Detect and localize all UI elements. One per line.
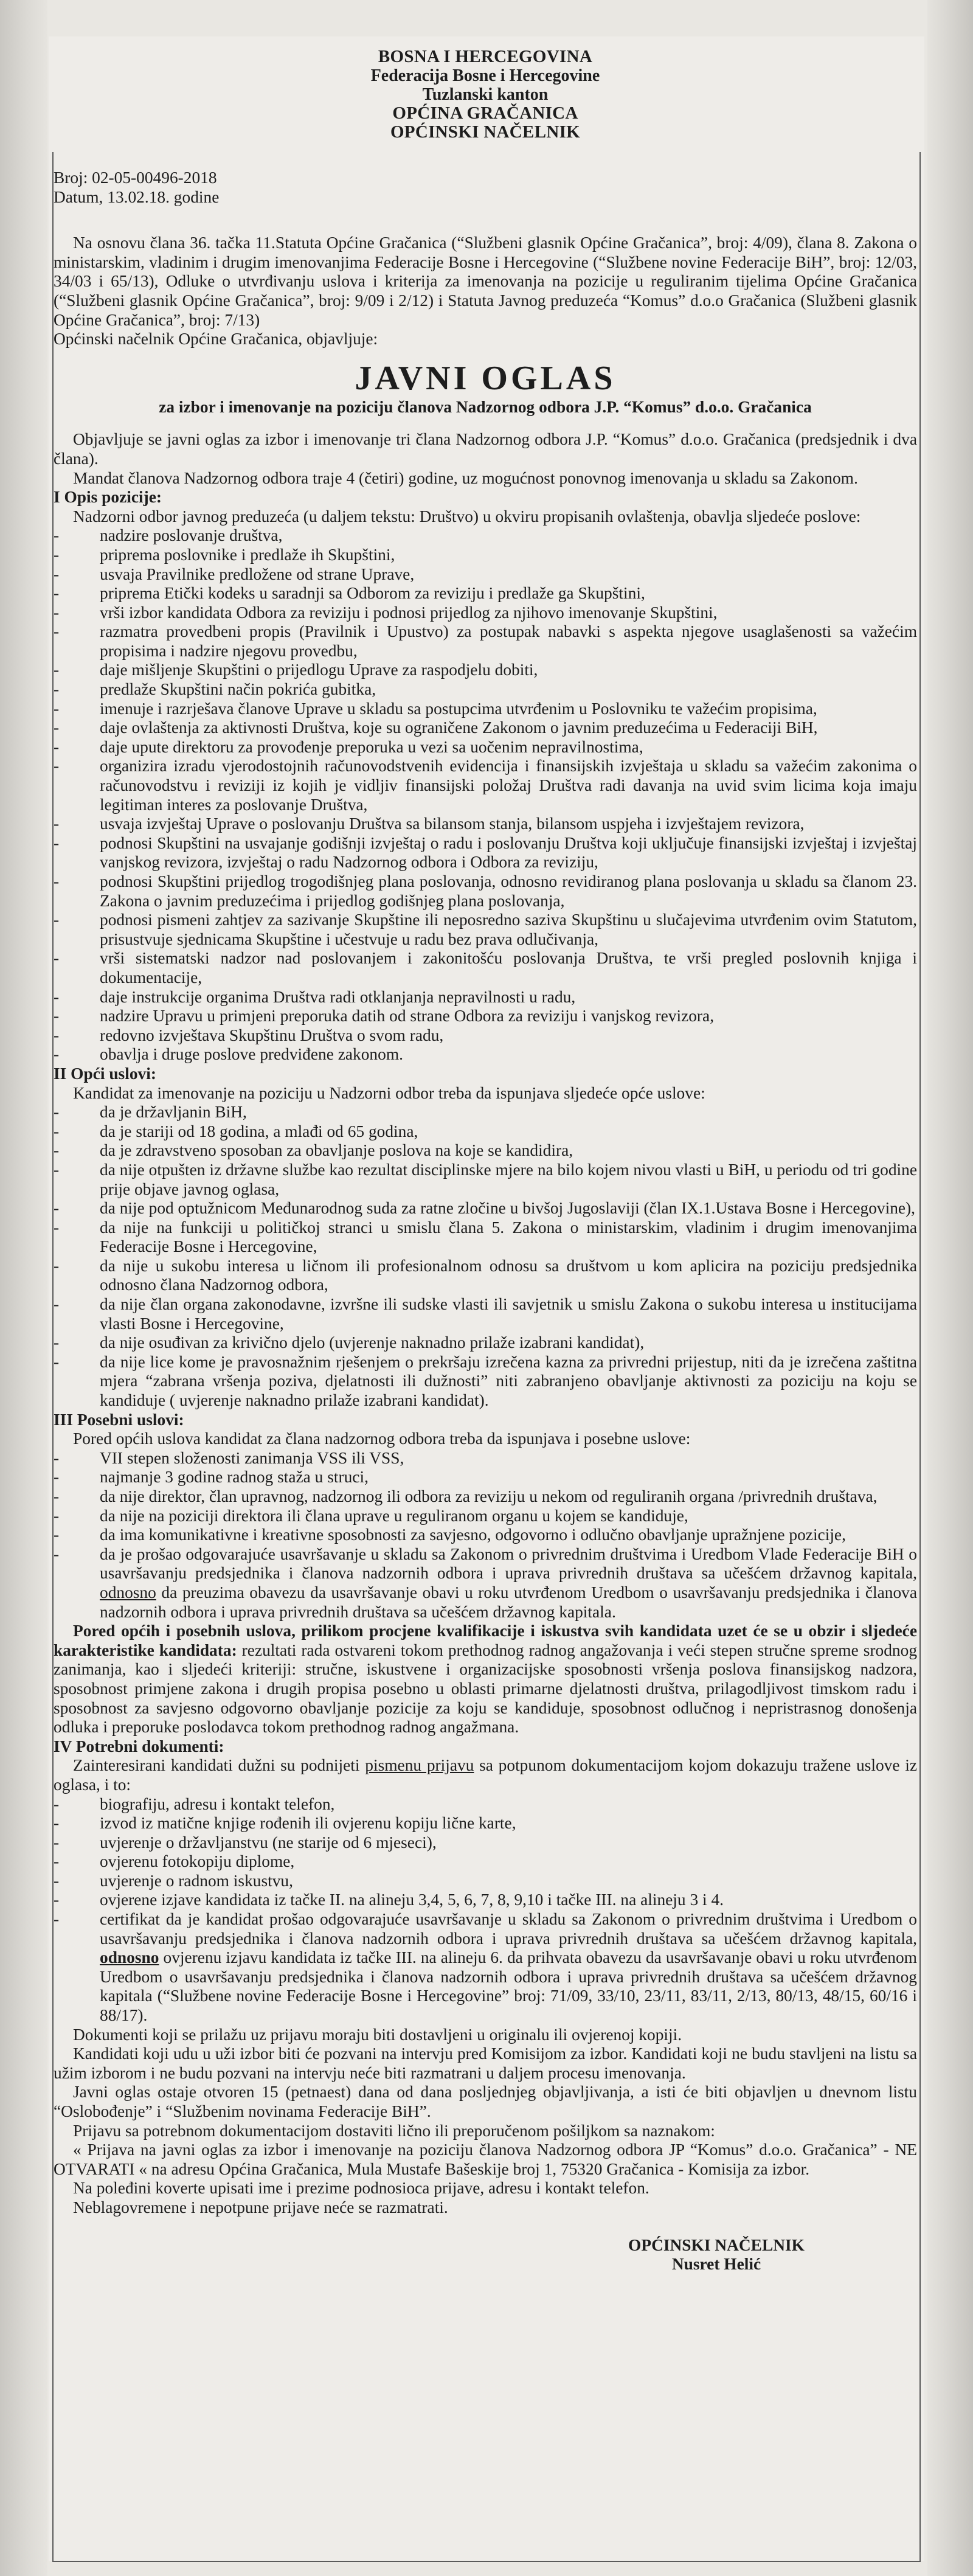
emphasis-underline: odnosno (100, 1583, 156, 1602)
section-intro: Nadzorni odbor javnog preduzeća (u daljem tekstu: Društvo) u okviru propisanih ovlaštenja, obavlja sljedeće poslove: (73, 507, 861, 526)
list-item-text: da nije u sukobu interesa u ličnom ili profesionalnom odnosu sa društvom u kom aplicira na poziciju predsjednika odnosno člana Nadzornog odbora, (100, 1256, 917, 1294)
closing-paragraph: « Prijava na javni oglas za izbor i imenovanje na poziciju članova Nadzornog odbora JP “Komus” d.o.o. Gračanica” - NE OTVARATI « na adresu Općina Gračanica, Mula Mustafe Bašeskije broj 1, 75320 Gračanica - Komisija za izbor. (54, 2140, 917, 2178)
list-item-text: ovjerenu izjavu kandidata iz tačke III. na alineju 6. da prihvata obavezu da usavršavanje obavi u roku utvrđenom Uredbom o usavršavanju predsjednika i članova nadzornih odbora i uprava privrednih društava sa učešćem državnog kapitala (“Službene novine Federacije Bosne i Hercegovine” broj: 71/09, 33/10, 23/11, 83/11, 2/13, 80/13, 48/15, 60/16 i 88/17). (100, 1948, 917, 2025)
list-item (54, 1007, 917, 1026)
dash-bullet: - (54, 1141, 60, 1160)
dash-bullet: - (54, 1256, 60, 1275)
header-office: OPĆINSKI NAČELNIK (390, 122, 581, 142)
signature-block (54, 2236, 917, 2274)
dash-bullet: - (54, 1871, 60, 1890)
dash-bullet: - (54, 872, 60, 890)
list-item (54, 1814, 917, 1833)
header-canton: Tuzlanski kanton (422, 85, 549, 104)
list-item (54, 1526, 917, 1545)
dash-bullet: - (54, 1544, 60, 1563)
header-federation: Federacija Bosne i Hercegovine (370, 66, 600, 85)
closing-paragraph: Kandidati koji udu u uži izbor biti će pozvani na intervju pred Komisijom za izbor. Kandidati koji ne budu stavljeni na listu sa užim izborom i ne budu pozvani na intervju neće biti razmatrani u daljem procesu imenovanja. (54, 2044, 917, 2082)
list-item (54, 603, 917, 623)
reference-number: Broj: 02-05-00496-2018 (54, 168, 217, 187)
list-item-text: da nije osuđivan za krivično djelo (uvjerenje naknadno prilaže izabrani kandidat), (100, 1333, 645, 1352)
list-item-text: da nije član organa zakonodavne, izvršne ili sudske vlasti ili savjetnik u smislu Zakona o sukobu interesa u institucijama vlasti Bosne i Hercegovine, (100, 1295, 917, 1333)
list-item (54, 1218, 917, 1257)
list-item-text: imenuje i razrješava članove Uprave u skladu sa postupcima utvrđenim u Poslovniku te važećim propisima, (100, 699, 817, 718)
list-item (54, 1795, 917, 1814)
list-item (54, 1333, 917, 1353)
dash-bullet: - (54, 949, 60, 968)
list-item (54, 565, 917, 585)
list-item (54, 834, 917, 872)
dash-bullet: - (54, 1487, 60, 1505)
list-item-text: daje ovlaštenja za aktivnosti Društva, koje su ograničene Zakonom o javnim preduzećima u Federaciji BiH, (100, 718, 818, 737)
list-item-text: ovjerene izjave kandidata iz tačke II. na alineju 3,4, 5, 6, 7, 8, 9,10 i tačke III. na alineju 3 i 4. (100, 1890, 724, 1909)
emphasis-underline: pismenu prijavu (365, 1756, 474, 1775)
list-item (54, 700, 917, 719)
dash-bullet: - (54, 1026, 60, 1044)
list-item-text: izvod iz matične knjige rođenih ili ovjerenu kopiju lične karte, (100, 1814, 516, 1833)
page-edge-right (927, 0, 973, 2576)
list-item (54, 1449, 917, 1468)
list-item-text: da nije pod optužnicom Međunarodnog suda za ratne zločine u bivšoj Jugoslaviji (član IX.1.Ustava Bosne i Hercegovine), (100, 1199, 916, 1218)
list-item (54, 1468, 917, 1487)
list-item (54, 680, 917, 700)
list-item (54, 526, 917, 546)
list-item-text: podnosi pismeni zahtjev za sazivanje Skupštine ili neposredno saziva Skupštinu u slučajevima utvrđenim ovim Statutom, prisustvuje sjednicama Skupštine i učestvuje u radu bez prava odlučivanja, (100, 911, 917, 948)
dash-bullet: - (54, 1852, 60, 1871)
dash-bullet: - (54, 1890, 60, 1909)
list-item (54, 1852, 917, 1872)
closing-paragraph: Dokumenti koji se prilažu uz prijavu moraju biti dostavljeni u originalu ili ovjerenoj kopiji. (73, 2025, 682, 2044)
list-item (54, 1872, 917, 1891)
dash-bullet: - (54, 1122, 60, 1140)
dash-bullet: - (54, 1814, 60, 1833)
list-item-text: da nije otpušten iz državne službe kao rezultat disciplinske mjere na bilo kojem nivou vlasti u BiH, u periodu od tri godine prije objave javnog oglasa, (100, 1160, 917, 1198)
list-item-text: certifikat da je kandidat prošao odgovarajuće usavršavanje u skladu sa Zakonom o privrednim društvima i Uredbom o usavršavanju predsjednika i članova nadzornih odbora i uprava privrednih društava sa učešćem državnog kapitala, (100, 1910, 917, 1948)
mandate-paragraph: Mandat članova Nadzornog odbora traje 4 (četiri) godine, uz mogućnost ponovnog imenovanja u skladu sa Zakonom. (73, 468, 858, 487)
list-item-text: nadzire poslovanje društva, (100, 526, 283, 545)
list-item-text: da nije na funkciji u političkoj stranci u smislu člana 5. Zakona o ministarskim, vladinim i drugim imenovanjima Federacije Bosne i Hercegovine, (100, 1218, 917, 1256)
list-item-text: biografiju, adresu i kontakt telefon, (100, 1794, 335, 1813)
list-item (54, 718, 917, 738)
closing-paragraph: Na poleđini koverte upisati ime i prezime podnosioca prijave, adresu i kontakt telefon. (73, 2179, 649, 2198)
list-item (54, 622, 917, 661)
dash-bullet: - (54, 737, 60, 756)
signature-role: OPĆINSKI NAČELNIK (628, 2235, 805, 2254)
dash-bullet: - (54, 1506, 60, 1525)
dash-bullet: - (54, 1352, 60, 1371)
list-item (54, 872, 917, 911)
criteria-text: rezultati rada ostvareni tokom prethodnog radnog angažovanja i veći stepen stručne spreme srodnog zanimanja, kao i sljedeći kriteriji: stručne, iskustvene i organizacijske sposobnosti vršenja poslova finansijskog nadzora, sposobnost primjene zakona i drugih propisa posebno u oblasti primarne djelatnosti društva, prilagodljivost timskom radu i sposobnost za savjesno odgovorno obavljanje pozicije za koju se kandiduje, sposobnost odlučnog i nepristrasnog donošenja odluka i preporuke poslodavca tokom prethodnog radnog angažmana. (54, 1640, 918, 1737)
dash-bullet: - (54, 1007, 60, 1026)
dash-bullet: - (54, 526, 60, 545)
emphasis-underline: odnosno (100, 1948, 159, 1967)
dash-bullet: - (54, 545, 60, 564)
list-item-text: priprema Etički kodeks u saradnji sa Odborom za reviziju i predlaže ga Skupštini, (100, 584, 645, 603)
list-item (54, 1545, 917, 1622)
closing-paragraph: Neblagovremene i nepotpune prijave neće se razmatrati. (73, 2198, 448, 2217)
intro-text: Zainteresirani kandidati dužni su podnijeti (73, 1756, 365, 1775)
list-item (54, 1833, 917, 1853)
header-municipality: OPĆINA GRAČANICA (392, 103, 578, 123)
list-item (54, 1026, 917, 1046)
list-item (54, 1353, 917, 1411)
list-item-text: uvjerenje o državljanstvu (ne starije od 6 mjeseci), (100, 1833, 437, 1852)
dash-bullet: - (54, 1218, 60, 1237)
list-item-text: da nije lice kome je pravosnažnim rješenjem o prekršaju izrečena kazna za privredni prijestup, niti da je izrečena zaštitna mjera “zabrana vršenja poziva, djelatnosti ili dužnosti” niti zabranjeno obavljanje aktivnosti za poziciju na koju se kandiduje ( uvjerenje naknadno prilaže izabrani kandidat). (100, 1352, 917, 1410)
section-intro: Pored općih uslova kandidat za člana nadzornog odbora treba da ispunjava i posebne uslove: (73, 1429, 691, 1448)
dash-bullet: - (54, 1526, 60, 1544)
dash-bullet: - (54, 564, 60, 583)
list-item (54, 546, 917, 565)
page-edge-left (0, 0, 47, 2576)
dash-bullet: - (54, 680, 60, 699)
special-conditions-list (54, 1449, 917, 1622)
issuer-header (54, 47, 917, 142)
announcer-line: Općinski načelnik Općine Gračanica, objavljuje: (54, 330, 378, 349)
legal-basis: Na osnovu člana 36. tačka 11.Statuta Općine Gračanica (“Službeni glasnik Općine Gračanica”, broj: 4/09), člana 8. Zakona o ministarskim, vladinim i drugim imenovanjima Federacije Bosne i Hercegovine (“Službene novine Federacije BiH”, broj: 12/03, 34/03 i 65/13), Odluke o utvrđivanju uslova i kriterija za imenovanja na pozicije u reguliranim tijelima Općine Gračanica (“Službeni glasnik Općine Gračanica”, broj: 9/09 i 2/12) i Statuta Javnog preduzeća “Komus” d.o.o Gračanica (Službeni glasnik Općine Gračanica”, broj: 7/13) (54, 234, 917, 329)
list-item-text: priprema poslovnike i predlaže ih Skupštini, (100, 545, 395, 564)
list-item-text: daje upute direktoru za provođenje preporuka u vezi sa uočenim nepravilnostima, (100, 737, 643, 756)
list-item (54, 1141, 917, 1161)
closing-paragraph: Javni oglas ostaje otvoren 15 (petnaest) dana od dana posljednjeg objavljivanja, a isti će biti objavljen u dnevnom listu “Oslobođenje” i “Službenim novinama Federacije BiH”. (54, 2083, 917, 2120)
dash-bullet: - (54, 1160, 60, 1179)
list-item-text: da nije na poziciji direktora ili člana uprave u reguliranom organu u kojem se kandiduje, (100, 1506, 688, 1525)
list-item (54, 911, 917, 949)
list-item (54, 1199, 917, 1218)
list-item-text: obavlja i druge poslove predviđene zakonom. (100, 1045, 403, 1064)
list-item-text: vrši izbor kandidata Odbora za reviziju i podnosi prijedlog za njihovo imenovanje Skupštini, (100, 603, 718, 622)
intro-paragraph: Objavljuje se javni oglas za izbor i imenovanje tri člana Nadzornog odbora J.P. “Komus” d.o.o. Gračanica (predsjednik i dva člana). (54, 430, 917, 468)
header-country: BOSNA I HERCEGOVINA (378, 47, 593, 66)
dash-bullet: - (54, 1045, 60, 1064)
list-item (54, 814, 917, 834)
dash-bullet: - (54, 661, 60, 679)
list-item (54, 1257, 917, 1295)
list-item-text: usvaja Pravilnike predložene od strane Uprave, (100, 564, 415, 583)
list-item-text: predlaže Skupštini način pokrića gubitka, (100, 680, 376, 699)
list-item (54, 949, 917, 987)
list-item-text: podnosi Skupštini na usvajanje godišnji izvještaj o radu i poslovanju Društva koji uključuje finansijski izvještaj i izvještaj vanjskog revizora, izvještaj o radu Nadzornog odbora i Odbora za reviziju, (100, 833, 917, 872)
list-item-text: uvjerenje o radnom iskustvu, (100, 1871, 293, 1890)
evaluation-criteria (54, 1622, 917, 1737)
list-item-text: usvaja izvještaj Uprave o poslovanju Društva sa bilansom stanja, bilansom uspjeha i izvještajem revizora, (100, 814, 805, 833)
list-item-text: da je prošao odgovarajuće usavršavanje u skladu sa Zakonom o privrednim društvima i Uredbom Vlade Federacije BiH o usavršavanju predsjednika i članova nadzornih odbora i uprava privrednih društava sa učešćem državnog kapitala, (100, 1544, 917, 1583)
list-item (54, 1295, 917, 1333)
reference-block (54, 168, 917, 207)
notice-subtitle: za izbor i imenovanje na poziciju članova Nadzornog odbora J.P. “Komus” d.o.o. Gračanica (159, 397, 812, 416)
list-item (54, 1045, 917, 1064)
dash-bullet: - (54, 1295, 60, 1314)
dash-bullet: - (54, 1468, 60, 1487)
list-item (54, 1161, 917, 1199)
public-notice (54, 47, 917, 2274)
list-item-text: daje mišljenje Skupštini o prijedlogu Uprave za raspodjelu dobiti, (100, 661, 538, 679)
list-item (54, 1487, 917, 1507)
dash-bullet: - (54, 987, 60, 1006)
list-item (54, 1103, 917, 1122)
list-item-text: organizira izradu vjerodostojnih računovodstvenih evidencija i finansijskih izvještaja u skladu sa važećim zakonima o računovodstvu i reviziji iz kojih je vidljiv finansijski položaj Društva radi davanja na uvid svim licima koja imaju legitiman interes za poslovanje Društva, (100, 757, 917, 814)
dash-bullet: - (54, 603, 60, 622)
notice-title: JAVNI OGLAS (355, 359, 616, 397)
list-item (54, 584, 917, 603)
dash-bullet: - (54, 1833, 60, 1852)
section-heading: III Posebni uslovi: (54, 1410, 184, 1429)
list-item (54, 738, 917, 757)
section-intro: Kandidat za imenovanje na poziciju u Nadzorni odbor treba da ispunjava sljedeće opće uslove: (73, 1083, 705, 1102)
section-intro (54, 1756, 917, 1794)
list-item-text: razmatra provedbeni propis (Pravilnik i Upustvo) za postupak nabavki s aspekta njegove usaglašenosti sa važećim propisima i nadzire njegovu provedbu, (100, 622, 917, 660)
signature-name: Nusret Helić (671, 2255, 761, 2274)
dash-bullet: - (54, 814, 60, 833)
list-item-text: da nije direktor, član upravnog, nadzornog ili odbora za reviziju u nekom od reguliranih organa /privrednih društava, (100, 1487, 878, 1505)
list-item (54, 1910, 917, 2026)
list-item-text: da preuzima obavezu da usavršavanje obavi u roku utvrđenom Uredbom o usavršavanju predsjednika i članova nadzornih odbora i uprava privrednih društava sa učešćem državnog kapitala. (100, 1583, 917, 1621)
dash-bullet: - (54, 757, 60, 776)
list-item-text: vrši sistematski nadzor nad poslovanjem i zakonitošću poslovanja Društva, te vrši pregled poslovnih knjiga i dokumentacije, (100, 949, 917, 987)
list-item-text: da ima komunikativne i kreativne sposobnosti za savjesno, odgovorno i odlučno obavljanje upražnjene pozicije, (100, 1526, 846, 1544)
dash-bullet: - (54, 584, 60, 603)
dash-bullet: - (54, 1103, 60, 1122)
dash-bullet: - (54, 1333, 60, 1352)
list-item-text: da je stariji od 18 godina, a mlađi od 65 godina, (100, 1122, 418, 1140)
list-item (54, 661, 917, 680)
section-heading: II Opći uslovi: (54, 1064, 156, 1083)
dash-bullet: - (54, 622, 60, 641)
list-item (54, 1122, 917, 1142)
documents-list (54, 1795, 917, 2026)
duties-list (54, 526, 917, 1064)
list-item-text: da je državljanin BiH, (100, 1103, 247, 1122)
list-item (54, 988, 917, 1007)
closing-paragraph: Prijavu sa potrebnom dokumentacijom dostaviti lično ili preporučenom pošiljkom sa naznakom: (73, 2121, 715, 2140)
list-item (54, 757, 917, 814)
list-item-text: VII stepen složenosti zanimanja VSS ili VSS, (100, 1448, 404, 1467)
intro-text: sa potpunom dokumentacijom kojom dokazuju tražene uslove iz oglasa, i to: (54, 1756, 917, 1794)
dash-bullet: - (54, 699, 60, 718)
list-item-text: daje instrukcije organima Društva radi otklanjanja nepravilnosti u radu, (100, 987, 576, 1006)
section-heading: I Opis pozicije: (54, 488, 162, 507)
list-item-text: najmanje 3 godine radnog staža u struci, (100, 1468, 369, 1487)
dash-bullet: - (54, 911, 60, 929)
dash-bullet: - (54, 1199, 60, 1218)
criteria-lead: Pored općih i posebnih uslova, prilikom procjene kvalifikacije i iskustva svih kandidata uzet će se u obzir i sljedeće karakteristike kandidata: (54, 1622, 917, 1659)
list-item-text: nadzire Upravu u primjeni preporuka datih od strane Odbora za reviziju i vanjskog revizora, (100, 1007, 715, 1026)
reference-date: Datum, 13.02.18. godine (54, 187, 220, 206)
list-item (54, 1890, 917, 1910)
dash-bullet: - (54, 833, 60, 852)
dash-bullet: - (54, 1794, 60, 1813)
general-conditions-list (54, 1103, 917, 1411)
list-item-text: ovjerenu fotokopiju diplome, (100, 1852, 295, 1871)
list-item-text: redovno izvještava Skupštinu Društva o svom radu, (100, 1026, 444, 1044)
list-item (54, 1507, 917, 1526)
section-heading: IV Potrebni dokumenti: (54, 1737, 224, 1755)
dash-bullet: - (54, 1448, 60, 1467)
list-item-text: da je zdravstveno sposoban za obavljanje poslova na koje se kandidira, (100, 1141, 573, 1160)
list-item-text: podnosi Skupštini prijedlog trogodišnjeg plana poslovanja, odnosno revidiranog plana poslovanja u skladu sa članom 23. Zakona o javnim preduzećima i prijedlog godišnjeg plana poslovanja, (100, 872, 917, 910)
dash-bullet: - (54, 1910, 60, 1929)
dash-bullet: - (54, 718, 60, 737)
